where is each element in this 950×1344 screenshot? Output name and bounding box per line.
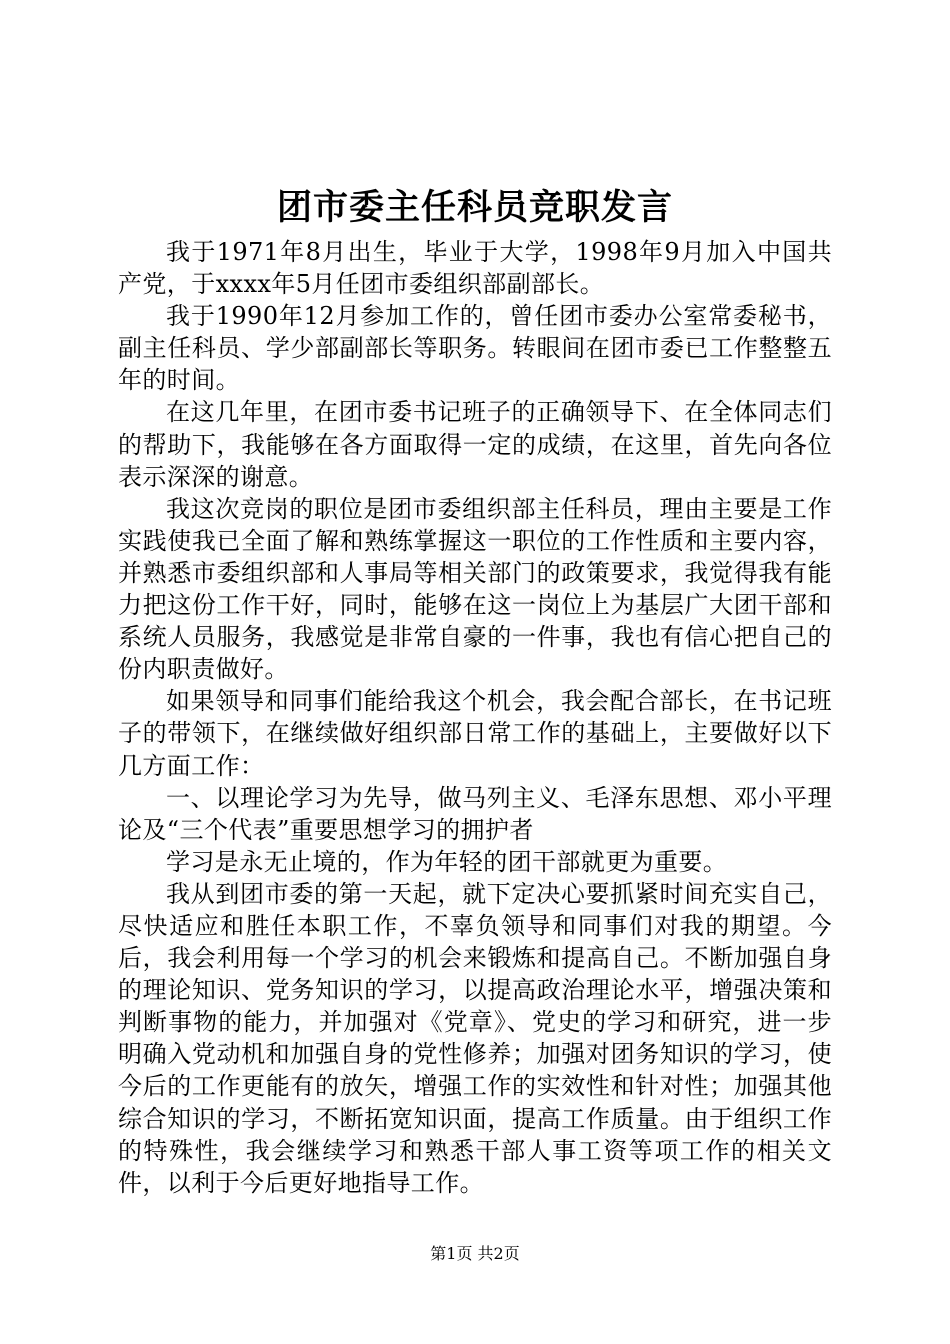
paragraph: 我从到团市委的第一天起，就下定决心要抓紧时间充实自己，尽快适应和胜任本职工作，不辜负领导和同事们对我的期望。今后，我会利用每一个学习的机会来锻炼和提高自己。不断加强自身的理论知识、党务知识的学习，以提高政治理论水平，增强决策和判断事物的能力，并加强对《党章》、党史的学习和研究，进一步明确入党动机和加强自身的党性修养；加强对团务知识的学习，使今后的工作更能有的放矢，增强工作的实效性和针对性；加强其他综合知识的学习，不断拓宽知识面，提高工作质量。由于组织工作的特殊性，我会继续学习和熟悉干部人事工资等项工作的相关文件，以利于今后更好地指导工作。: [118, 879, 832, 1197]
paragraph: 如果领导和同事们能给我这个机会，我会配合部长，在书记班子的带领下，在继续做好组织部日常工作的基础上，主要做好以下几方面工作：: [118, 687, 832, 780]
paragraph: 在这几年里，在团市委书记班子的正确领导下、在全体同志们的帮助下，我能够在各方面取得一定的成绩，在这里，首先向各位表示深深的谢意。: [118, 398, 832, 491]
document-body: [118, 236, 832, 1199]
document-title: 团市委主任科员竞职发言: [276, 187, 673, 228]
paragraph: 我这次竞岗的职位是团市委组织部主任科员，理由主要是工作实践使我已全面了解和熟练掌握这一职位的工作性质和主要内容，并熟悉市委组织部和人事局等相关部门的政策要求，我觉得我有能力把这份工作干好，同时，能够在这一岗位上为基层广大团干部和系统人员服务，我感觉是非常自豪的一件事，我也有信心把自己的份内职责做好。: [118, 494, 832, 684]
paragraph: 一、以理论学习为先导，做马列主义、毛泽东思想、邓小平理论及“三个代表”重要思想学习的拥护者: [118, 783, 832, 844]
paragraph: 我于1971年8月出生，毕业于大学，1998年9月加入中国共产党，于xxxx年5月任团市委组织部副部长。: [118, 238, 832, 299]
paragraph: 我于1990年12月参加工作的，曾任团市委办公室常委秘书，副主任科员、学少部副部长等职务。转眼间在团市委已工作整整五年的时间。: [118, 302, 832, 395]
page-footer: 第1页 共2页: [430, 1244, 520, 1263]
paragraph: 学习是永无止境的，作为年轻的团干部就更为重要。: [166, 847, 728, 876]
